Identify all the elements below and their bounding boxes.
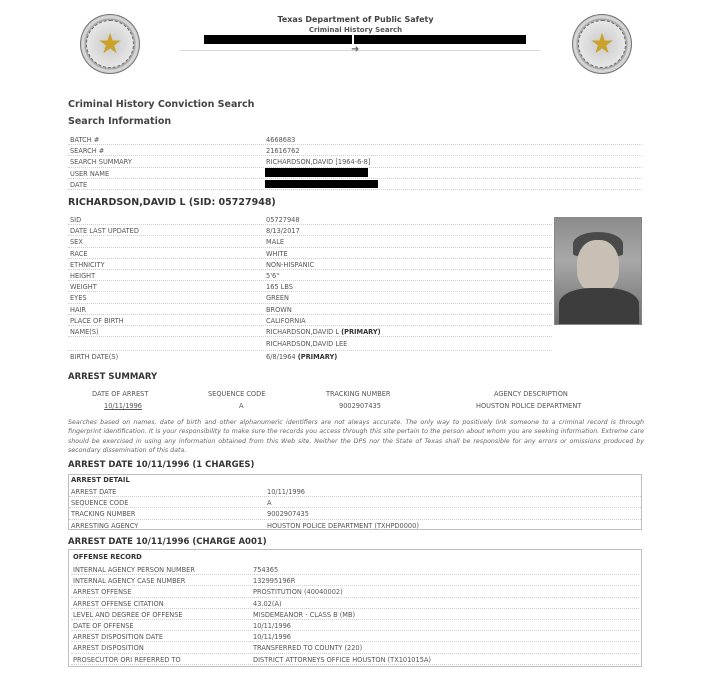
table-row [71,620,639,631]
field-label: WEIGHT [70,283,97,292]
field-label: ARREST DISPOSITION [73,644,144,653]
field-label: SEARCH SUMMARY [70,158,132,167]
agency-description: HOUSTON POLICE DEPARTMENT [476,402,582,410]
table-row [68,337,552,351]
charge-heading: ARREST DATE 10/11/1996 (CHARGE A001) [68,537,267,547]
field-value: BROWN [266,305,292,314]
search-information-heading: Search Information [68,116,172,127]
arrest-detail-label: ARREST DETAIL [71,476,130,484]
primary-tag: (PRIMARY) [297,353,338,362]
name-text: RICHARDSON,DAVID L [266,327,340,336]
table-row [69,520,641,531]
table-row [68,401,642,412]
field-value: 05727948 [266,216,300,224]
field-label: HEIGHT [70,271,96,280]
column-header: TRACKING NUMBER [326,390,391,398]
tracking-number: 9002907435 [339,402,381,410]
page-title: Criminal History Conviction Search [68,99,255,110]
column-header: DATE OF ARREST [92,390,149,398]
table-row [71,654,639,665]
table-row [69,508,641,519]
field-label: DATE OF OFFENSE [73,621,134,630]
redaction-bar [265,168,368,177]
field-value: 43.02(A) [253,599,282,608]
redaction-bar [204,35,352,44]
star-icon: ★ [97,27,123,60]
arrest-summary-header-row [68,389,642,399]
table-row [68,326,552,337]
field-label: LEVEL AND DEGREE OF OFFENSE [73,610,183,619]
star-icon: ★ [589,27,615,60]
table-row [71,598,639,609]
table-row [68,315,552,326]
field-label: RACE [70,249,88,258]
field-value: 165 LBS [266,283,293,292]
table-row [71,575,639,586]
field-label: ARREST DISPOSITION DATE [73,633,163,642]
person-heading: RICHARDSON,DAVID L (SID: 05727948) [68,197,276,208]
column-header: SEQUENCE CODE [208,390,266,398]
field-value: MALE [266,238,285,247]
field-label: PLACE OF BIRTH [70,316,124,325]
field-value: HOUSTON POLICE DEPARTMENT (TXHPD0000) [267,521,419,530]
photo-coat [559,288,639,325]
field-value: GREEN [266,294,289,303]
header-divider [180,50,540,51]
field-value: 8/13/2017 [266,227,300,236]
dps-seal-icon [572,14,632,74]
field-value [266,353,337,361]
redaction-bar [354,35,526,44]
table-row [71,609,639,620]
table-row [68,236,552,247]
field-value: 754365 [253,566,279,574]
field-label: SEX [70,238,83,247]
arrest-date-link[interactable]: 10/11/1996 [104,402,143,410]
arrest-detail-table [69,486,641,531]
field-value: RICHARDSON,DAVID [1964-6-8] [266,158,371,167]
table-row [68,304,552,315]
field-label: TRACKING NUMBER [71,510,136,519]
offense-record-label: OFFENSE RECORD [73,553,142,561]
field-label: ARREST OFFENSE [73,588,132,597]
field-value: NON-HISPANIC [266,260,315,269]
field-value: PROSTITUTION (40040002) [253,588,343,597]
field-label: ARRESTING AGENCY [71,521,139,530]
person-details-table [68,214,552,362]
birth-date-text: 6/8/1964 [266,353,296,362]
field-label: ARREST DATE [71,488,117,496]
field-value: RICHARDSON,DAVID LEE [266,340,348,349]
field-value: WHITE [266,249,288,258]
field-label: DATE [70,180,88,189]
field-value: TRANSFERRED TO COUNTY (220) [253,644,363,653]
field-label: SEARCH # [70,147,105,156]
field-label: INTERNAL AGENCY CASE NUMBER [73,577,186,586]
field-label: EYES [70,294,87,303]
field-value: A [267,499,272,508]
cursor-icon: ➜ [351,44,360,55]
offense-record-table [71,564,639,665]
table-row [68,145,642,156]
field-label: ETHNICITY [70,260,105,269]
field-label: SID [70,216,82,224]
field-label: BATCH # [70,136,100,144]
mugshot-photo [554,217,642,325]
table-row [71,642,639,653]
sequence-code: A [239,402,244,410]
primary-tag: (PRIMARY) [341,327,381,336]
field-value: 9002907435 [267,510,309,519]
field-value: MISDEMEANOR - CLASS B (MB) [253,610,356,619]
table-row [71,586,639,597]
agency-subtitle: Criminal History Search [308,26,403,34]
table-row [69,486,641,497]
table-row [68,248,552,259]
field-label: SEQUENCE CODE [71,499,129,508]
field-label: BIRTH DATE(S) [70,353,119,362]
arrest-date-heading: ARREST DATE 10/11/1996 (1 CHARGES) [68,460,255,470]
table-row [71,631,639,642]
field-value: 21616762 [266,147,300,156]
page-header [0,0,711,90]
field-label: ARREST OFFENSE CITATION [73,599,164,608]
table-row [69,497,641,508]
table-row [68,134,642,145]
field-label: HAIR [70,305,86,314]
field-value: 10/11/1996 [253,633,292,642]
field-label: PROSECUTOR ORI REFERRED TO [73,655,181,664]
table-row [68,214,552,225]
field-value: 10/11/1996 [267,488,306,496]
field-label: USER NAME [70,169,110,178]
field-label: DATE LAST UPDATED [70,227,139,236]
disclaimer-text: Searches based on names, date of birth and other alphanumeric identifiers are not always accurate. The only way to positively link someone to a criminal record is through fingerprint identification. It is your responsibility to make sure the records you access through this site pertain to the person about whom you are seeking information. Extreme care should be exercised in using any information obtained from this Web site. Neither the DPS nor the State of Texas shall be responsible for any errors or omissions produced by secondary dissemination of this data. [68,419,644,455]
redaction-bar [265,180,378,188]
agency-title: Texas Department of Public Safety [277,15,434,24]
field-value [266,328,381,336]
field-value: DISTRICT ATTORNEYS OFFICE HOUSTON (TX101015A) [253,655,431,664]
table-row [68,292,552,303]
photo-face [577,240,619,292]
arrest-summary-heading: ARREST SUMMARY [68,372,158,382]
table-row [68,270,552,281]
table-row [68,259,552,270]
field-value: 4668683 [266,136,296,144]
table-row [68,156,642,167]
field-value: CALIFORNIA [266,316,306,325]
column-header: AGENCY DESCRIPTION [494,390,568,398]
field-value: 5'6" [266,271,280,280]
table-row [71,564,639,575]
table-row [68,225,552,236]
table-row [68,351,552,362]
field-value: 10/11/1996 [253,621,292,630]
field-label: INTERNAL AGENCY PERSON NUMBER [73,566,195,574]
field-value: 132995196R [253,577,296,586]
table-row [68,281,552,292]
field-label: NAME(S) [70,327,99,336]
